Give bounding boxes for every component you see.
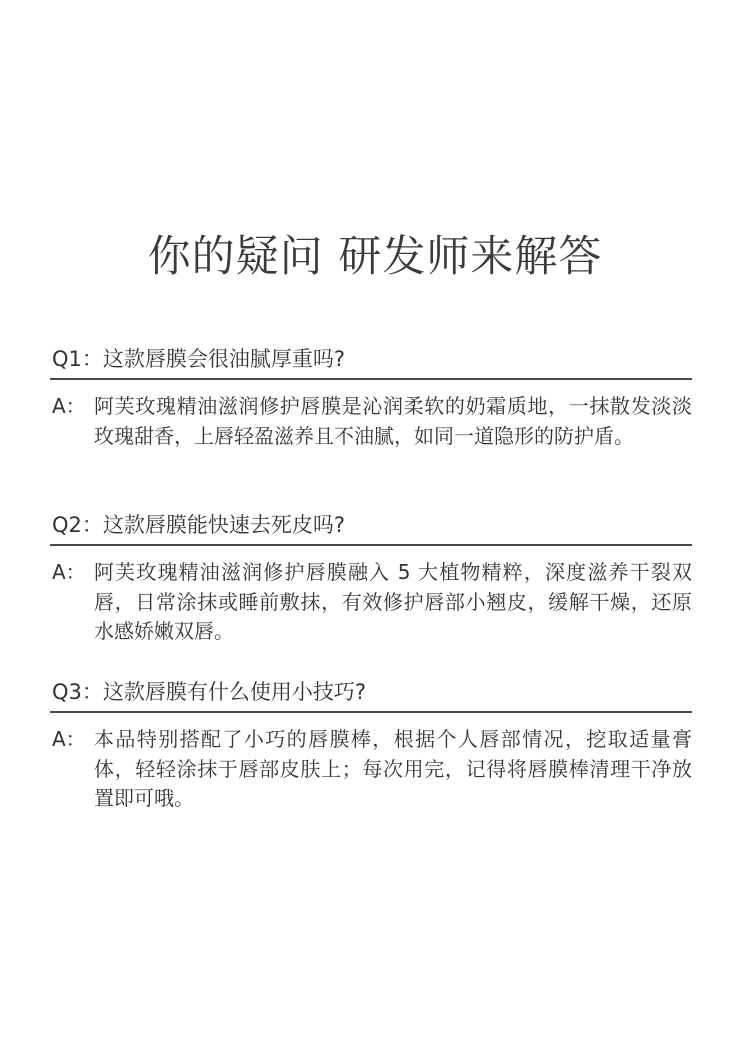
question-1: Q1：这款唇膜会很油腻厚重吗? xyxy=(52,347,346,371)
qa-item-3 xyxy=(50,676,692,814)
question-2: Q2：这款唇膜能快速去死皮吗? xyxy=(52,513,346,537)
qa-item-2 xyxy=(50,509,692,647)
page-title: 你的疑问 研发师来解答 xyxy=(147,231,603,282)
answer-prefix: A： xyxy=(52,394,86,418)
answer-prefix: A： xyxy=(52,560,86,584)
answer-3 xyxy=(50,725,692,814)
answer-2 xyxy=(50,558,692,647)
answer-text: 阿芙玫瑰精油滋润修护唇膜是沁润柔软的奶霜质地，一抹散发淡淡玫瑰甜香，上唇轻盈滋养且不油腻，如同一道隐形的防护盾。 xyxy=(94,394,692,448)
answer-prefix: A： xyxy=(52,727,86,751)
question-3: Q3：这款唇膜有什么使用小技巧? xyxy=(52,680,367,704)
divider xyxy=(50,544,692,546)
divider xyxy=(50,378,692,380)
answer-text: 阿芙玫瑰精油滋润修护唇膜融入 5 大植物精粹，深度滋养干裂双唇，日常涂抹或睡前敷抹，有效修护唇部小翘皮，缓解干燥，还原水感娇嫩双唇。 xyxy=(94,560,692,643)
divider xyxy=(50,711,692,713)
answer-1 xyxy=(50,392,692,451)
qa-item-1 xyxy=(50,343,692,451)
answer-text: 本品特别搭配了小巧的唇膜棒，根据个人唇部情况，挖取适量膏体，轻轻涂抹于唇部皮肤上；每次用完，记得将唇膜棒清理干净放置即可哦。 xyxy=(94,727,692,810)
